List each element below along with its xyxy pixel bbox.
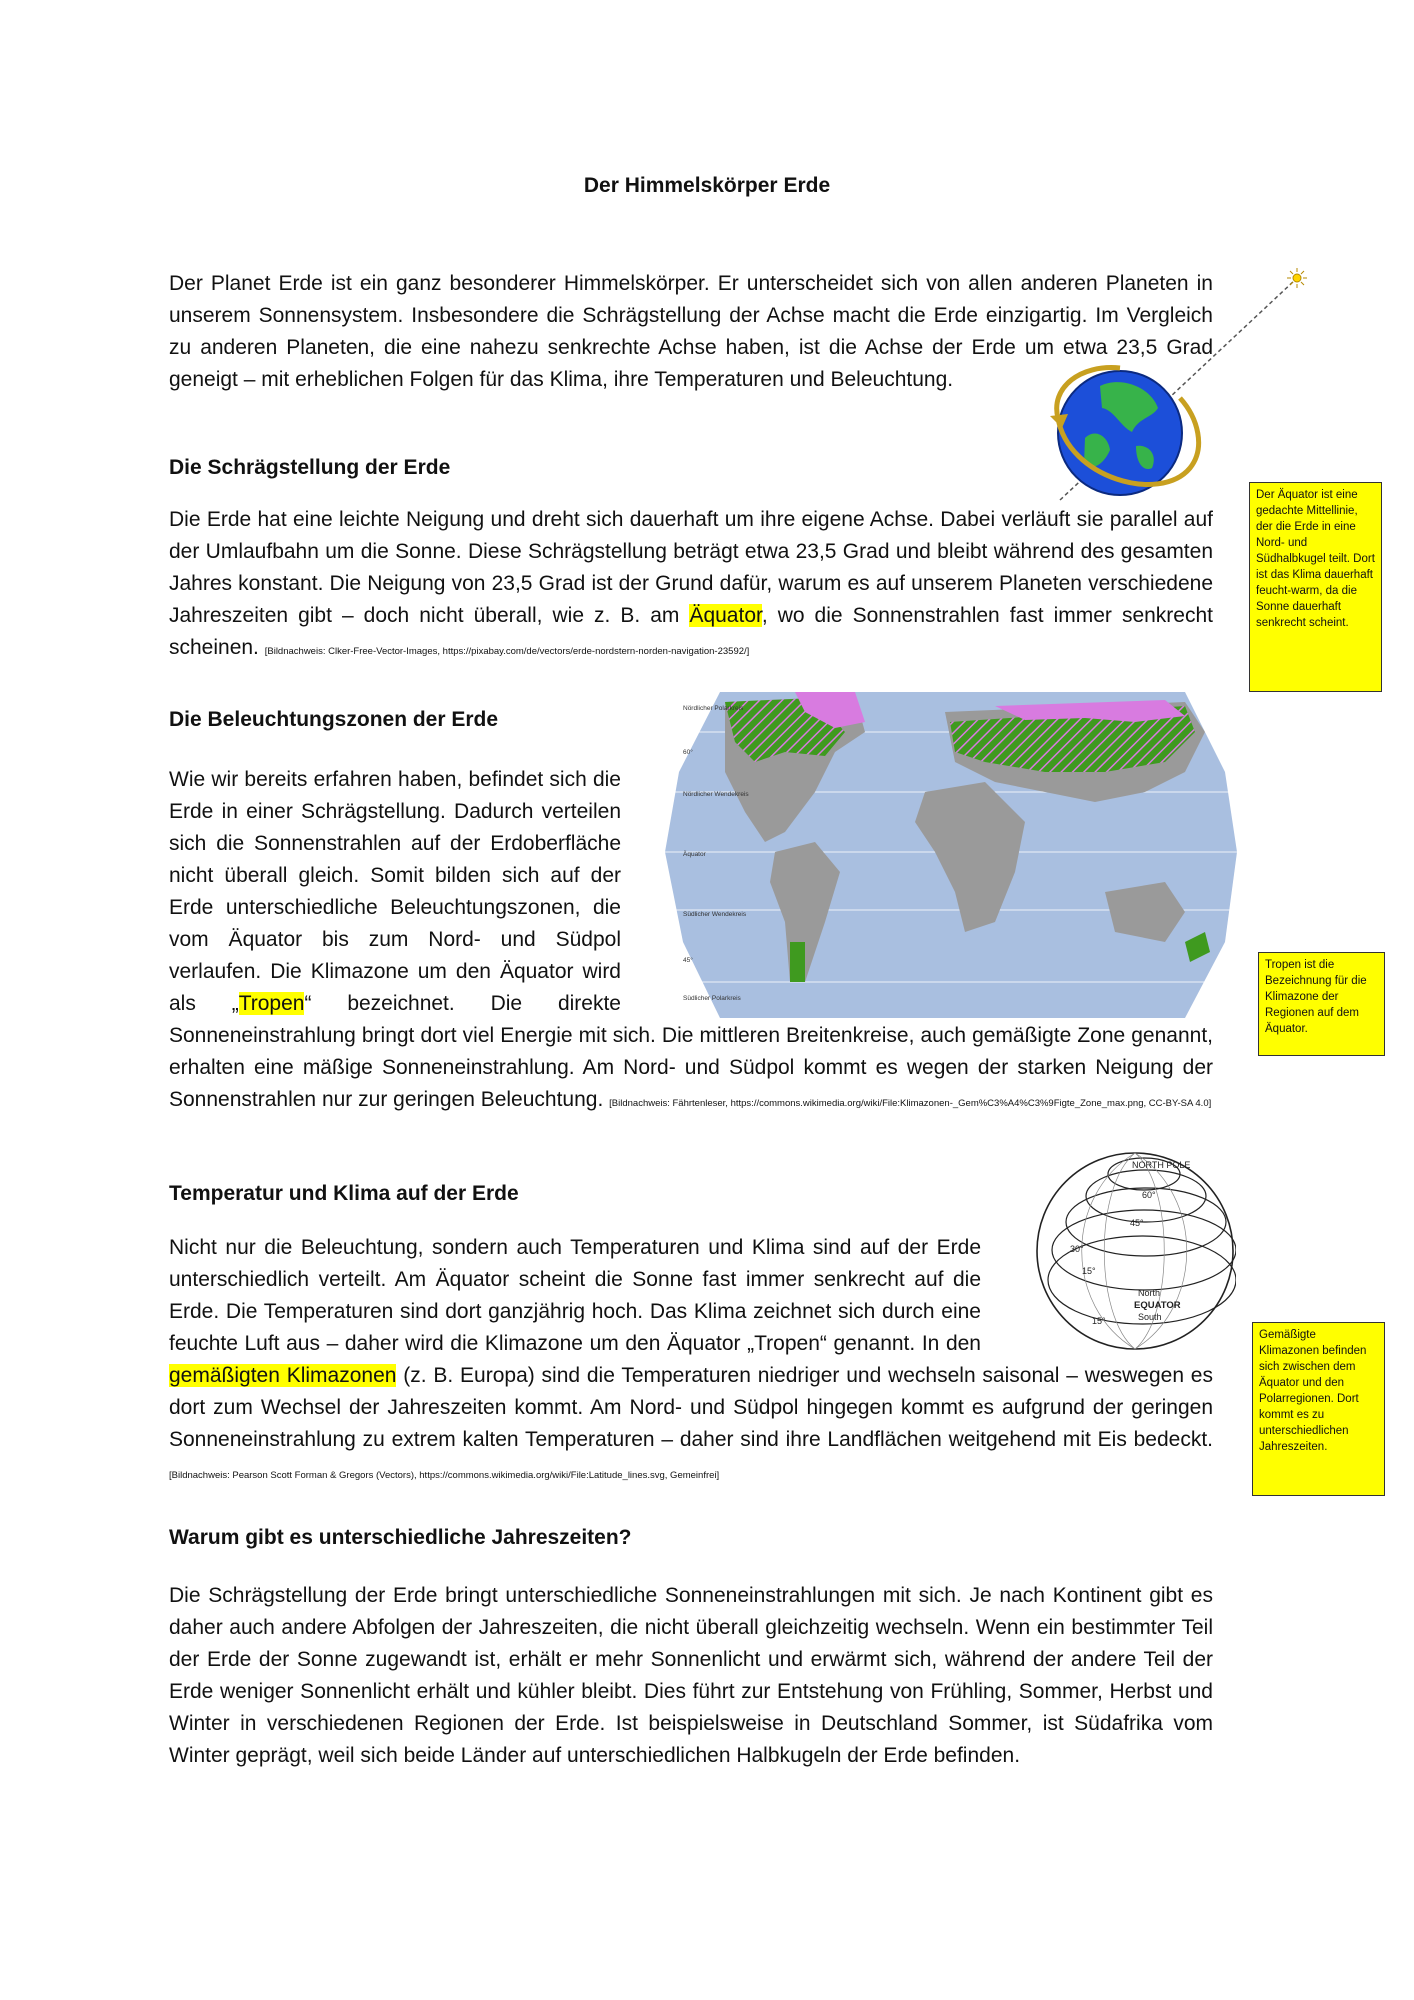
intro-paragraph xyxy=(169,268,1213,396)
svg-text:North: North xyxy=(1138,1288,1161,1298)
highlight-term: gemäßigten Klimazonen xyxy=(169,1364,397,1387)
margin-note: Gemäßigte Klimazonen befinden sich zwischen dem Äquator und den Polarregionen. Dort kommt es zu unterschiedlichen Jahreszeiten. xyxy=(1252,1322,1385,1496)
svg-text:NORTH POLE: NORTH POLE xyxy=(1132,1160,1191,1170)
svg-text:45°: 45° xyxy=(1130,1218,1144,1228)
map-label: Nördlicher Polarkreis xyxy=(683,705,744,712)
section-paragraph: Wie wir bereits erfahren haben, befindet sich die Erde in einer Schrägstellung. Dadurch verteilen sich die Sonnenstrahlen auf der Erdoberfläche nicht überall gleich. Somit bilden sich auf der Erde unterschiedliche Beleuchtungszonen, die vom Äquator bis zum Nord- und Südpol verlaufen. Die Klimazone um den Äquator wird als „Tropen“ bezeichnet. Die direkte Sonneneinstrahlung bringt dort viel Energie mit sich. Die mittleren Breitenkreise, auch gemäßigte Zone genannt, erhalten eine mäßige Sonneneinstrahlung. Am Nord- und Südpol kommt es wegen der starken Neigung der Sonnenstrahlen nur zur geringen Beleuchtung. [Bildnachweis: Fährtenleser, https://commons.wikimedia.org/wiki/File:Klimazonen-_Gem%C3%A4%C3%9Figte_Zone_max.png, CC-BY-SA 4.0] xyxy=(169,768,1213,1111)
section-heading: Die Beleuchtungszonen der Erde xyxy=(169,708,499,731)
map-label: Südlicher Polarkreis xyxy=(683,995,741,1002)
map-label: Südlicher Wendekreis xyxy=(683,911,747,918)
highlight-term: Äquator xyxy=(689,604,762,627)
map-label: 60° xyxy=(683,749,693,756)
map-label: Äquator xyxy=(683,851,706,858)
sun-icon xyxy=(1287,268,1307,288)
section-heading: Die Schrägstellung der Erde xyxy=(169,456,451,479)
section-paragraph: Die Schrägstellung der Erde bringt unterschiedliche Sonneneinstrahlungen mit sich. Je nach Kontinent gibt es daher auch andere Abfolgen der Jahreszeiten, die nicht überall gleichzeitig wechseln. Wenn ein bestimmter Teil der Erde der Sonne zugewandt ist, erhält er mehr Sonnenlicht und erwärmt sich, während der andere Teil der Erde weniger Sonnenlicht erhält und kühler bleibt. Dies führt zur Entstehung von Frühling, Sommer, Herbst und Winter in verschiedenen Regionen der Erde. Ist beispielsweise in Deutschland Sommer, ist Südafrika vom Winter geprägt, weil sich beide Länder auf unterschiedlichen Halbkugeln der Erde befinden. xyxy=(169,1584,1213,1767)
map-label: 45° xyxy=(683,957,693,964)
section-heading: Warum gibt es unterschiedliche Jahreszeiten? xyxy=(169,1526,632,1549)
page-title: Der Himmelskörper Erde xyxy=(583,174,831,197)
svg-text:EQUATOR: EQUATOR xyxy=(1134,1300,1181,1311)
image-credit: [Bildnachweis: Fährtenleser, https://commons.wikimedia.org/wiki/File:Klimazonen-_Gem%C3%A4%C3%9Figte_Zone_max.png, CC-BY-SA 4.0] xyxy=(609,1098,1212,1109)
section-paragraph: Nicht nur die Beleuchtung, sondern auch Temperaturen und Klima sind auf der Erde unterschiedlich verteilt. Am Äquator scheint die Sonne fast immer senkrecht auf die Erde. Die Temperaturen sind dort ganzjährig hoch. Das Klima zeichnet sich durch eine feuchte Luft aus – daher wird die Klimazone um den Äquator „Tropen“ genannt. In den gemäßigten Klimazonen (z. B. Europa) sind die Temperaturen niedriger und wechseln saisonal – weswegen es dort zum Wechsel der Jahreszeiten kommt. Am Nord- und Südpol hingegen kommt es aufgrund der geringen Sonneneinstrahlung zu extrem kalten Temperaturen – daher sind ihre Landflächen weitgehend mit Eis bedeckt. [Bildnachweis: Pearson Scott Forman & Gregors (Vectors), https://commons.wikimedia.org/wiki/File:Latitude_lines.svg, Gemeinfrei] xyxy=(169,1236,1213,1481)
highlight-term: Tropen xyxy=(238,992,305,1015)
margin-note: Der Äquator ist eine gedachte Mittellinie, der die Erde in eine Nord- und Südhalbkugel teilt. Dort ist das Klima dauerhaft feucht-warm, da die Sonne dauerhaft senkrecht scheint. xyxy=(1249,482,1382,692)
map-label: Nördlicher Wendekreis xyxy=(683,791,749,798)
image-credit: [Bildnachweis: Clker-Free-Vector-Images, https://pixabay.com/de/vectors/erde-nordstern-norden-navigation-23592/] xyxy=(264,646,750,657)
svg-text:15°: 15° xyxy=(1092,1316,1106,1326)
intro-text: Der Planet Erde ist ein ganz besonderer Himmelskörper. Er unterscheidet sich von allen anderen Planeten in unserem Sonnensystem. Insbesondere die Schrägstellung der Achse macht die Erde einzigartig. Im Vergleich zu anderen Planeten, die eine nahezu senkrechte Achse haben, ist die Achse der Erde um etwa 23,5 Grad geneigt – mit erheblichen Folgen für das Klima, ihre Temperaturen und Beleuchtung. xyxy=(169,272,1213,391)
svg-text:30°: 30° xyxy=(1070,1244,1084,1254)
svg-text:15°: 15° xyxy=(1082,1266,1096,1276)
svg-text:60°: 60° xyxy=(1142,1190,1156,1200)
margin-note: Tropen ist die Bezeichnung für die Klimazone der Regionen auf dem Äquator. xyxy=(1258,952,1385,1056)
svg-text:South: South xyxy=(1138,1312,1162,1322)
image-credit: [Bildnachweis: Pearson Scott Forman & Gregors (Vectors), https://commons.wikimedia.org/wiki/File:Latitude_lines.svg, Gemeinfrei] xyxy=(169,1470,720,1481)
section-paragraph: Die Erde hat eine leichte Neigung und dreht sich dauerhaft um ihre eigene Achse. Dabei verläuft sie parallel auf der Umlaufbahn um die Sonne. Diese Schrägstellung beträgt etwa 23,5 Grad und bleibt während des gesamten Jahres konstant. Die Neigung von 23,5 Grad ist der Grund dafür, warum es auf unserem Planeten verschiedene Jahreszeiten gibt – doch nicht überall, wie z. B. am Äquator, wo die Sonnenstrahlen fast immer senkrecht scheinen. [Bildnachweis: Clker-Free-Vector-Images, https://pixabay.com/de/vectors/erde-nordstern-norden-navigation-23592/] xyxy=(169,508,1213,659)
section-heading: Temperatur und Klima auf der Erde xyxy=(169,1182,519,1205)
